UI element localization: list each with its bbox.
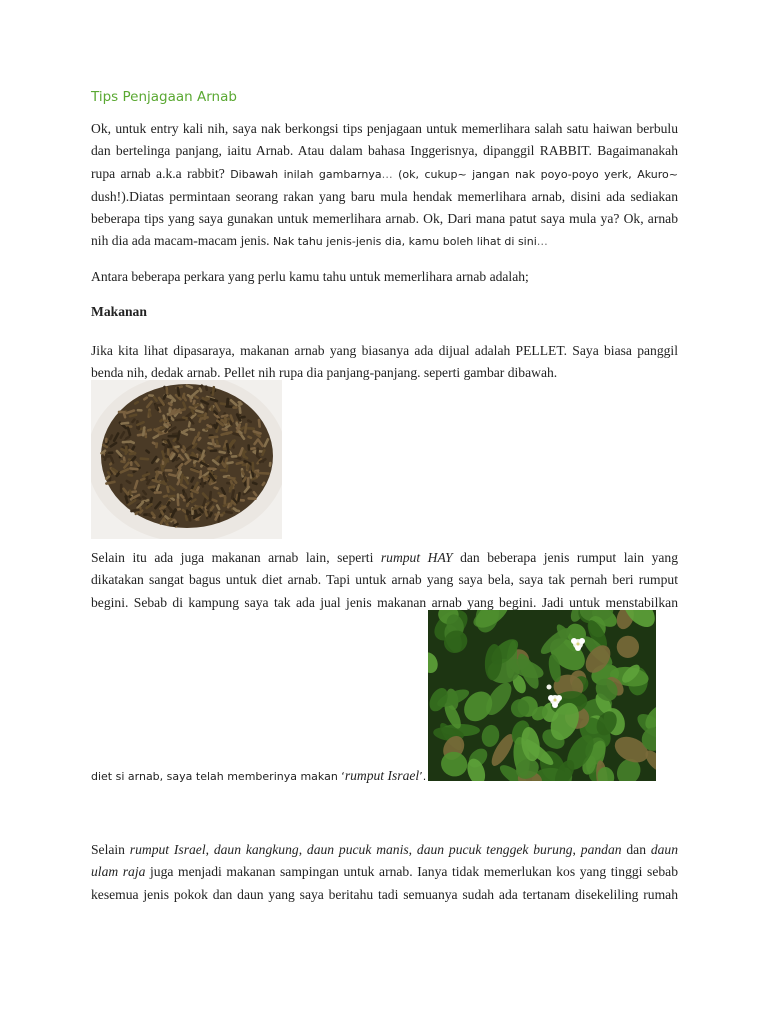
grass-photo-graphic [428,610,656,781]
post-title: Tips Penjagaan Arnab [91,89,237,105]
selain2-line-1 [91,839,678,861]
intro-line-6-c: … [536,235,548,249]
intro-line-6-a: nih dia ada macam-macam jenis. [91,233,273,249]
diet-line-c: ’. [419,770,427,783]
intro-line-5: beberapa tips yang saya gunakan untuk memerlihara arnab. Ok, Dari mana patut saya mula ya? Ok, arnab [91,211,678,227]
selain2-line-2-italic: ulam raja [91,864,146,880]
intro-line-1: Ok, untuk entry kali nih, saya nak berkongsi tips penjagaan untuk memerlihara salah satu haiwan berbulu [91,121,678,136]
intro-line-3-d: (ok, cukup~ jangan nak poyo-poyo yerk, Akuro~ [398,167,679,181]
selain-line-1-a: Selain itu ada juga makanan arnab lain, seperti [91,550,381,565]
selain2-paragraph [91,839,678,906]
selain2-line-3: kesemua jenis pokok dan daun yang saya beritahu tadi semuanya sudah ada tertanam disekeliling rumah [91,886,678,902]
diet-line-a: diet si arnab, saya telah memberinya makan ‘ [91,770,345,783]
section-heading-makanan: Makanan [91,304,147,319]
pellet-paragraph [91,340,678,385]
selain2-italic-4: daun pucuk tenggek burung [416,842,573,857]
selain-line-1-c: dan beberapa jenis rumput lain yang [452,550,678,565]
white-flower-icon [547,685,552,690]
selain2-italic-1: rumput Israel [129,842,206,857]
selain2-italic-5: pandan [580,842,622,857]
intro-line-3-b: Dibawah inilah gambarnya [230,167,382,181]
selain2-sep-5: dan [621,842,651,857]
selain2-italic-2: daun kangkung [213,842,299,857]
selain2-line-2-rest: juga menjadi makanan sampingan untuk arnab. Ianya tidak memerlukan kos yang tinggi sebab [145,864,678,880]
selain-line-1-b: rumput HAY [380,550,453,565]
pellet-line-1: Jika kita lihat dipasaraya, makanan arnab yang biasanya ada dijual adalah PELLET. Saya biasa panggil [91,343,678,358]
diet-line [91,765,678,788]
selain-line-1 [91,547,678,569]
grass-image [428,610,656,781]
intro-line-3-a: rupa arnab a.k.a rabbit? [91,165,231,181]
selain2-italic-6: daun [650,842,678,857]
intro-line-3-c: … [381,167,399,181]
selain-paragraph [91,547,678,614]
pellet-line-2: benda nih, dedak arnab. Pellet nih rupa dia panjang-panjang. seperti gambar dibawah. [91,365,558,381]
intro-line-2: dan bertelinga panjang, iaitu Arnab. Atau dalam bahasa Inggerisnya, dipanggil RABBIT. Bagaimanakah [91,143,678,159]
selain2-sep-4: , [572,842,581,857]
selain2-sep-1: , [205,842,214,857]
intro-link-text[interactable]: Nak tahu jenis-jenis dia, kamu boleh lihat di sini [272,235,537,249]
pellet-photo-graphic [91,380,282,539]
intro-line-4: dush!).Diatas permintaan seorang rakan yang baru mula hendak memerlihara arnab, disini ada sediakan [91,188,678,204]
selain2-sep-3: , [408,842,417,857]
selain-line-2: dikatakan sangat bagus untuk diet arnab. Tapi untuk arnab yang saya bela, saya tak pernah beri rumput [91,572,678,588]
selain-line-3: begini. Sebab di kampung saya tak ada jual jenis makanan arnab yang begini. Jadi untuk menstabilkan [91,594,678,610]
pellet-image [91,380,282,539]
intro-line-6 [91,230,678,253]
intro-paragraph [91,118,678,254]
intro-line-3 [91,163,678,186]
diet-line-b: rumput Israel [344,768,420,783]
selain2-text-a: Selain [91,842,130,857]
selain2-italic-3: daun pucuk manis [306,842,409,857]
antara-paragraph: Antara beberapa perkara yang perlu kamu tahu untuk memerlihara arnab adalah; [91,269,529,284]
selain2-line-2 [91,861,678,883]
selain2-sep-2: , [298,842,307,857]
